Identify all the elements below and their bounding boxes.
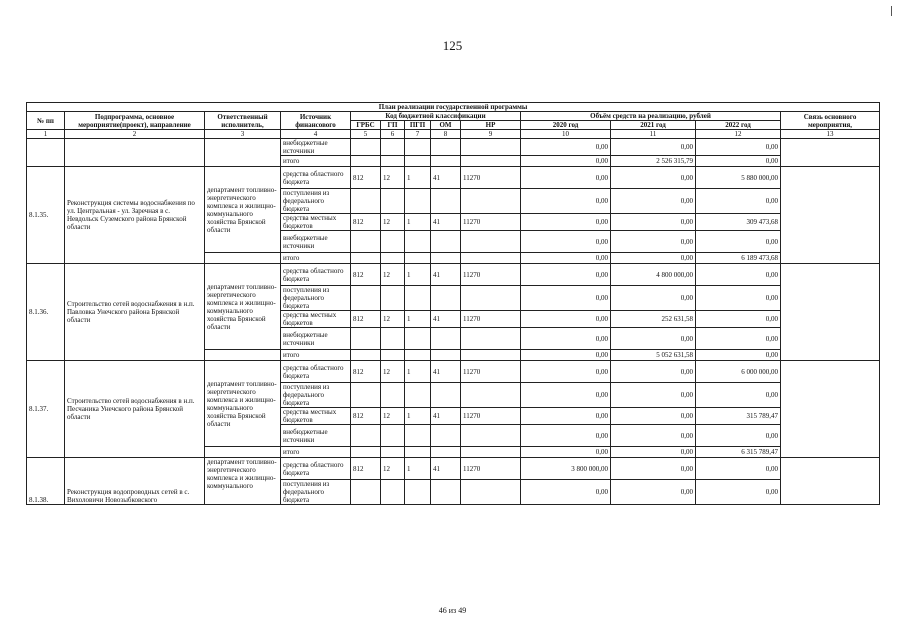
value-cell: 0,00 xyxy=(696,328,781,350)
name-cell: Строительство сетей водоснабжения в н.п. Песчаника Унечского района Брянской области xyxy=(65,361,205,458)
column-number: 8 xyxy=(431,130,461,139)
executor-cell: департамент топливно-энергетического комплекса и жилищно-коммунального хозяйства Брянской области xyxy=(205,167,281,253)
code-pgp xyxy=(405,189,431,214)
column-number: 9 xyxy=(461,130,521,139)
header-pgp: ПГП xyxy=(405,121,431,130)
code-np xyxy=(461,231,521,253)
code-om xyxy=(431,156,461,167)
code-grbs xyxy=(351,383,381,408)
code-grbs: 812 xyxy=(351,214,381,231)
code-pgp xyxy=(405,383,431,408)
code-np: 11270 xyxy=(461,408,521,425)
value-cell: 252 631,58 xyxy=(611,311,696,328)
source-cell: средства областного бюджета xyxy=(281,458,351,480)
code-np xyxy=(461,425,521,447)
code-grbs: 812 xyxy=(351,408,381,425)
value-cell: 0,00 xyxy=(611,214,696,231)
value-cell: 0,00 xyxy=(696,189,781,214)
source-cell: внебюджетные источники xyxy=(281,328,351,350)
table-row xyxy=(27,139,880,156)
value-cell: 0,00 xyxy=(521,167,611,189)
header-2022: 2022 год xyxy=(696,121,781,130)
plan-table xyxy=(26,102,880,505)
executor-cell: департамент топливно-энергетического комплекса и жилищно-коммунального xyxy=(205,458,281,505)
code-om xyxy=(431,425,461,447)
code-grbs xyxy=(351,156,381,167)
code-np xyxy=(461,139,521,156)
code-om: 41 xyxy=(431,408,461,425)
code-np: 11270 xyxy=(461,167,521,189)
code-pgp xyxy=(405,350,431,361)
header-np: НР xyxy=(461,121,521,130)
source-cell: поступления из федерального бюджета xyxy=(281,286,351,311)
source-cell: итого xyxy=(281,253,351,264)
code-grbs xyxy=(351,425,381,447)
code-gp: 12 xyxy=(381,361,405,383)
code-om xyxy=(431,350,461,361)
column-number: 7 xyxy=(405,130,431,139)
header-grbs: ГРБС xyxy=(351,121,381,130)
source-cell: внебюджетные источники xyxy=(281,231,351,253)
code-pgp xyxy=(405,328,431,350)
code-pgp xyxy=(405,156,431,167)
value-cell: 0,00 xyxy=(611,383,696,408)
source-cell: средства областного бюджета xyxy=(281,264,351,286)
code-np: 11270 xyxy=(461,264,521,286)
table-row xyxy=(27,458,880,480)
code-gp xyxy=(381,383,405,408)
executor-cell xyxy=(205,447,281,458)
code-gp xyxy=(381,253,405,264)
column-number: 3 xyxy=(205,130,281,139)
code-gp xyxy=(381,286,405,311)
code-gp xyxy=(381,480,405,505)
page-number: 125 xyxy=(442,38,463,53)
code-grbs: 812 xyxy=(351,361,381,383)
value-cell: 0,00 xyxy=(611,328,696,350)
header-2020: 2020 год xyxy=(521,121,611,130)
value-cell: 0,00 xyxy=(696,458,781,480)
table-title: План реализации государственной программы xyxy=(27,103,880,112)
page-edge-mark xyxy=(891,6,892,16)
header-budget-code: Код бюджетной классификации xyxy=(351,112,521,121)
header-gp: ГП xyxy=(381,121,405,130)
num-cell: 8.1.36. xyxy=(27,264,65,361)
header-volume: Объём средств на реализацию, рублей xyxy=(521,112,781,121)
code-np xyxy=(461,447,521,458)
column-number: 11 xyxy=(611,130,696,139)
code-np: 11270 xyxy=(461,214,521,231)
link-cell xyxy=(781,264,880,361)
code-np xyxy=(461,328,521,350)
code-om: 41 xyxy=(431,458,461,480)
value-cell: 0,00 xyxy=(521,189,611,214)
value-cell: 0,00 xyxy=(611,458,696,480)
code-grbs xyxy=(351,253,381,264)
value-cell: 315 789,47 xyxy=(696,408,781,425)
code-gp xyxy=(381,189,405,214)
header-link: Связь основного мероприятия, xyxy=(781,112,880,130)
code-om: 41 xyxy=(431,264,461,286)
value-cell: 0,00 xyxy=(521,214,611,231)
code-om xyxy=(431,286,461,311)
code-grbs xyxy=(351,231,381,253)
code-pgp: 1 xyxy=(405,264,431,286)
source-cell: средства местных бюджетов xyxy=(281,214,351,231)
value-cell: 0,00 xyxy=(611,361,696,383)
link-cell xyxy=(781,139,880,167)
code-pgp: 1 xyxy=(405,214,431,231)
column-number: 10 xyxy=(521,130,611,139)
code-gp: 12 xyxy=(381,167,405,189)
code-gp xyxy=(381,328,405,350)
value-cell: 0,00 xyxy=(521,447,611,458)
value-cell: 0,00 xyxy=(521,425,611,447)
header-num: № пп xyxy=(27,112,65,130)
code-gp: 12 xyxy=(381,264,405,286)
link-cell xyxy=(781,458,880,505)
table-body xyxy=(27,139,880,505)
code-om xyxy=(431,328,461,350)
name-cell xyxy=(65,139,205,167)
code-grbs xyxy=(351,328,381,350)
code-om xyxy=(431,447,461,458)
code-np xyxy=(461,156,521,167)
column-number: 1 xyxy=(27,130,65,139)
source-cell: внебюджетные источники xyxy=(281,139,351,156)
value-cell: 0,00 xyxy=(521,231,611,253)
table-row xyxy=(27,361,880,383)
value-cell: 5 052 631,58 xyxy=(611,350,696,361)
executor-cell xyxy=(205,139,281,167)
source-cell: средства местных бюджетов xyxy=(281,311,351,328)
value-cell: 0,00 xyxy=(521,480,611,505)
num-cell: 8.1.35. xyxy=(27,167,65,264)
column-number: 5 xyxy=(351,130,381,139)
code-om xyxy=(431,139,461,156)
source-cell: поступления из федерального бюджета xyxy=(281,383,351,408)
code-grbs xyxy=(351,480,381,505)
value-cell: 6 315 789,47 xyxy=(696,447,781,458)
code-np xyxy=(461,350,521,361)
code-gp: 12 xyxy=(381,458,405,480)
value-cell: 0,00 xyxy=(696,286,781,311)
code-gp xyxy=(381,231,405,253)
code-grbs xyxy=(351,350,381,361)
code-grbs: 812 xyxy=(351,167,381,189)
executor-cell xyxy=(205,253,281,264)
code-grbs xyxy=(351,139,381,156)
value-cell: 0,00 xyxy=(521,361,611,383)
table-row xyxy=(27,167,880,189)
code-np: 11270 xyxy=(461,458,521,480)
value-cell: 6 189 473,68 xyxy=(696,253,781,264)
executor-cell: департамент топливно-энергетического комплекса и жилищно-коммунального хозяйства Брянской области xyxy=(205,361,281,447)
code-om xyxy=(431,383,461,408)
code-pgp xyxy=(405,139,431,156)
column-number: 12 xyxy=(696,130,781,139)
source-cell: поступления из федерального бюджета xyxy=(281,189,351,214)
code-pgp xyxy=(405,286,431,311)
value-cell: 0,00 xyxy=(521,156,611,167)
link-cell xyxy=(781,361,880,458)
source-cell: средства областного бюджета xyxy=(281,167,351,189)
code-pgp xyxy=(405,231,431,253)
value-cell: 0,00 xyxy=(611,253,696,264)
value-cell: 0,00 xyxy=(611,286,696,311)
code-om: 41 xyxy=(431,167,461,189)
code-grbs: 812 xyxy=(351,458,381,480)
header-2021: 2021 год xyxy=(611,121,696,130)
value-cell: 0,00 xyxy=(611,139,696,156)
code-gp: 12 xyxy=(381,311,405,328)
value-cell: 0,00 xyxy=(521,286,611,311)
code-np xyxy=(461,253,521,264)
value-cell: 0,00 xyxy=(611,231,696,253)
value-cell: 0,00 xyxy=(521,408,611,425)
code-np xyxy=(461,480,521,505)
code-pgp xyxy=(405,447,431,458)
name-cell: Реконструкция водопроводных сетей в с. Вихоловичи Новозыбковского xyxy=(65,458,205,505)
value-cell: 0,00 xyxy=(696,156,781,167)
code-np xyxy=(461,189,521,214)
value-cell: 0,00 xyxy=(521,328,611,350)
executor-cell: департамент топливно-энергетического комплекса и жилищно-коммунального хозяйства Брянской области xyxy=(205,264,281,350)
table-row xyxy=(27,264,880,286)
code-gp xyxy=(381,425,405,447)
value-cell: 0,00 xyxy=(611,408,696,425)
value-cell: 6 000 000,00 xyxy=(696,361,781,383)
value-cell: 5 880 000,00 xyxy=(696,167,781,189)
code-np xyxy=(461,286,521,311)
code-np: 11270 xyxy=(461,361,521,383)
header-source: Источник финансового xyxy=(281,112,351,130)
code-grbs: 812 xyxy=(351,311,381,328)
num-cell xyxy=(27,139,65,167)
name-cell: Реконструкция системы водоснабжения по ул. Центральная - ул. Заречная в с. Невдольск Суземского района Брянской области xyxy=(65,167,205,264)
value-cell: 0,00 xyxy=(521,350,611,361)
name-cell: Строительство сетей водоснабжения в н.п. Павловка Унечского района Брянской области xyxy=(65,264,205,361)
link-cell xyxy=(781,167,880,264)
code-pgp xyxy=(405,253,431,264)
code-pgp xyxy=(405,480,431,505)
code-gp: 12 xyxy=(381,408,405,425)
code-gp xyxy=(381,156,405,167)
code-om: 41 xyxy=(431,311,461,328)
value-cell: 0,00 xyxy=(696,311,781,328)
source-cell: средства местных бюджетов xyxy=(281,408,351,425)
value-cell: 0,00 xyxy=(611,447,696,458)
value-cell: 309 473,68 xyxy=(696,214,781,231)
code-np xyxy=(461,383,521,408)
value-cell: 0,00 xyxy=(611,480,696,505)
header-om: ОМ xyxy=(431,121,461,130)
code-om: 41 xyxy=(431,214,461,231)
code-grbs xyxy=(351,286,381,311)
source-cell: поступления из федерального бюджета xyxy=(281,480,351,505)
value-cell: 0,00 xyxy=(521,311,611,328)
code-grbs: 812 xyxy=(351,264,381,286)
value-cell: 0,00 xyxy=(696,231,781,253)
value-cell: 0,00 xyxy=(611,189,696,214)
column-number: 6 xyxy=(381,130,405,139)
code-om xyxy=(431,231,461,253)
code-pgp: 1 xyxy=(405,311,431,328)
source-cell: итого xyxy=(281,447,351,458)
value-cell: 0,00 xyxy=(696,480,781,505)
value-cell: 0,00 xyxy=(611,167,696,189)
code-np: 11270 xyxy=(461,311,521,328)
code-pgp: 1 xyxy=(405,458,431,480)
value-cell: 0,00 xyxy=(696,383,781,408)
code-pgp: 1 xyxy=(405,361,431,383)
value-cell: 3 800 000,00 xyxy=(521,458,611,480)
code-pgp: 1 xyxy=(405,167,431,189)
value-cell: 0,00 xyxy=(521,264,611,286)
source-cell: внебюджетные источники xyxy=(281,425,351,447)
page-footer: 46 из 49 xyxy=(438,606,467,615)
code-om xyxy=(431,253,461,264)
code-grbs xyxy=(351,447,381,458)
column-number: 4 xyxy=(281,130,351,139)
value-cell: 0,00 xyxy=(521,383,611,408)
num-cell: 8.1.37. xyxy=(27,361,65,458)
column-number: 13 xyxy=(781,130,880,139)
value-cell: 0,00 xyxy=(696,425,781,447)
value-cell: 0,00 xyxy=(696,350,781,361)
code-om xyxy=(431,189,461,214)
source-cell: итого xyxy=(281,350,351,361)
executor-cell xyxy=(205,350,281,361)
value-cell: 0,00 xyxy=(521,139,611,156)
code-grbs xyxy=(351,189,381,214)
code-gp: 12 xyxy=(381,214,405,231)
header-subprogram: Подпрограмма, основное мероприятие(проект), направление xyxy=(65,112,205,130)
value-cell: 0,00 xyxy=(611,425,696,447)
code-om xyxy=(431,480,461,505)
num-cell: 8.1.38. xyxy=(27,458,65,505)
source-cell: итого xyxy=(281,156,351,167)
code-pgp xyxy=(405,425,431,447)
value-cell: 0,00 xyxy=(696,139,781,156)
value-cell: 2 526 315,79 xyxy=(611,156,696,167)
code-pgp: 1 xyxy=(405,408,431,425)
value-cell: 0,00 xyxy=(696,264,781,286)
column-number: 2 xyxy=(65,130,205,139)
header-executor: Ответственный исполнитель, xyxy=(205,112,281,130)
source-cell: средства областного бюджета xyxy=(281,361,351,383)
column-numbers-row xyxy=(27,130,880,139)
code-gp xyxy=(381,139,405,156)
code-gp xyxy=(381,447,405,458)
value-cell: 4 800 000,00 xyxy=(611,264,696,286)
code-om: 41 xyxy=(431,361,461,383)
value-cell: 0,00 xyxy=(521,253,611,264)
code-gp xyxy=(381,350,405,361)
